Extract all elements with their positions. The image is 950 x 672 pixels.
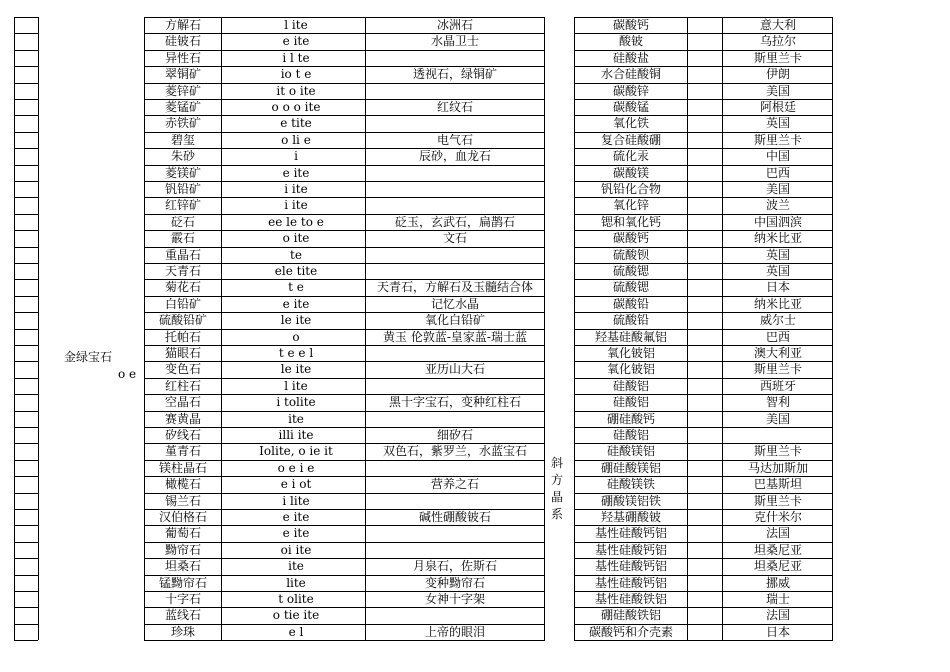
english-name: e ite xyxy=(282,526,310,541)
origin: 斯里兰卡 xyxy=(753,493,802,508)
side-note-chinese: 金绿宝石 xyxy=(64,350,113,364)
mineral-name: 蓝线石 xyxy=(164,608,201,623)
composition: 硅酸镁铁 xyxy=(606,477,655,492)
grid-line xyxy=(14,394,38,395)
composition: 硼硅酸铁铝 xyxy=(600,608,661,623)
grid-line xyxy=(14,542,38,543)
origin: 美国 xyxy=(765,182,790,196)
grid-line xyxy=(14,181,38,182)
grid-line xyxy=(14,247,38,248)
grid-line xyxy=(14,115,38,116)
origin: 中国泗滨 xyxy=(753,214,802,229)
grid-line xyxy=(14,493,38,494)
mineral-name: 猫眼石 xyxy=(164,346,201,360)
side-note-english: o e xyxy=(118,367,137,381)
mineral-name: 锡兰石 xyxy=(164,493,201,508)
origin: 瑞士 xyxy=(765,592,790,606)
english-name: te xyxy=(290,247,302,262)
origin: 挪威 xyxy=(765,575,790,590)
mineral-name: 硫酸铅矿 xyxy=(158,313,207,328)
grid-line xyxy=(14,165,38,166)
mineral-name: 硅铍石 xyxy=(164,34,201,49)
grid-line xyxy=(14,197,38,198)
english-name: le ite xyxy=(280,362,312,377)
origin: 克什米尔 xyxy=(753,510,802,524)
alias-name: 氧化白铅矿 xyxy=(424,313,485,328)
grid-line xyxy=(14,132,38,133)
alias-name: 透视石，绿铜矿 xyxy=(412,67,497,82)
composition: 基性硅酸铁铝 xyxy=(594,592,667,606)
composition: 基性硅酸钙铝 xyxy=(594,559,667,574)
english-name: i tolite xyxy=(276,395,316,410)
english-name: o xyxy=(292,329,300,344)
origin: 日本 xyxy=(765,624,790,639)
grid-line xyxy=(14,329,38,330)
composition: 复合硅酸硼 xyxy=(600,132,661,147)
mineral-name: 变色石 xyxy=(164,362,201,377)
english-name: io t e xyxy=(280,67,312,82)
composition: 酸铍 xyxy=(618,34,643,49)
english-name: i xyxy=(294,149,298,164)
origin: 巴西 xyxy=(765,165,790,180)
origin: 斯里兰卡 xyxy=(753,362,802,377)
mineral-name: 橄榄石 xyxy=(164,477,201,492)
english-name: Iolite, o ie it xyxy=(259,444,333,459)
alias-name: 月泉石，佐斯石 xyxy=(412,559,497,574)
grid-line xyxy=(14,214,38,215)
composition: 羟基硼酸铍 xyxy=(600,510,661,524)
grid-line xyxy=(14,312,38,313)
composition: 氧化铍铝 xyxy=(606,362,655,377)
origin: 斯里兰卡 xyxy=(753,132,802,147)
alias-name: 营养之石 xyxy=(430,477,479,492)
grid-line xyxy=(574,640,833,641)
mineral-name: 葡萄石 xyxy=(164,526,201,541)
mineral-name: 白铅矿 xyxy=(164,296,201,311)
alias-name: 文石 xyxy=(442,231,467,246)
grid-line xyxy=(14,263,38,264)
grid-line xyxy=(14,230,38,231)
english-name: i l te xyxy=(282,50,310,65)
origin: 美国 xyxy=(765,411,790,426)
mineral-name: 砭石 xyxy=(170,214,195,229)
origin: 美国 xyxy=(765,83,790,98)
composition: 硫化汞 xyxy=(612,149,649,164)
mineral-name: 菊花石 xyxy=(164,280,201,295)
english-name: it o ite xyxy=(276,83,316,98)
english-name: ele tite xyxy=(274,264,318,278)
grid-line xyxy=(14,624,38,625)
mineral-name: 菱锰矿 xyxy=(164,100,201,114)
english-name: o tie ite xyxy=(272,608,320,623)
alias-name: 变种黝帘石 xyxy=(424,575,485,590)
origin: 坦桑尼亚 xyxy=(753,542,802,557)
origin: 阿根廷 xyxy=(759,100,796,114)
composition: 碳酸钙和介壳素 xyxy=(588,624,673,639)
composition: 碳酸锰 xyxy=(612,100,649,114)
grid-line xyxy=(14,345,38,346)
grid-line xyxy=(14,148,38,149)
english-name: e i ot xyxy=(280,477,312,492)
grid-line xyxy=(14,575,38,576)
composition: 水合硅酸铜 xyxy=(600,67,661,82)
composition: 羟基硅酸氟铝 xyxy=(594,329,667,344)
english-name: e tite xyxy=(280,116,312,131)
grid-line xyxy=(144,640,545,641)
mineral-name: 碧玺 xyxy=(170,132,195,147)
grid-line xyxy=(14,525,38,526)
composition: 碳酸锌 xyxy=(612,83,649,98)
origin: 英国 xyxy=(765,116,790,131)
origin: 西班牙 xyxy=(759,378,796,393)
grid-line xyxy=(14,443,38,444)
alias-name: 记忆水晶 xyxy=(430,296,479,311)
composition: 硼硅酸钙 xyxy=(606,411,655,426)
english-name: i ite xyxy=(284,182,308,196)
composition: 硅酸铝 xyxy=(612,378,649,393)
origin: 斯里兰卡 xyxy=(753,444,802,459)
english-name: t e e l xyxy=(278,346,314,360)
alias-name: 电气石 xyxy=(436,132,473,147)
mineral-name: 方解石 xyxy=(164,18,201,32)
composition: 氧化铁 xyxy=(612,116,649,131)
alias-name: 冰洲石 xyxy=(436,18,473,32)
composition: 硅酸镁铝 xyxy=(606,444,655,459)
english-name: illi ite xyxy=(278,428,314,442)
mineral-name: 汉伯格石 xyxy=(158,510,207,524)
alias-name: 上帝的眼泪 xyxy=(424,624,485,639)
english-name: ee le to e xyxy=(268,214,324,229)
english-name: o e i e xyxy=(277,460,315,475)
origin: 法国 xyxy=(765,608,790,623)
mineral-name: 红锌矿 xyxy=(164,198,201,213)
origin: 伊朗 xyxy=(765,67,790,82)
mineral-name: 堇青石 xyxy=(164,444,201,459)
english-name: o o o ite xyxy=(271,100,321,114)
composition: 硫酸钡 xyxy=(612,247,649,262)
english-name: e ite xyxy=(282,34,310,49)
mineral-name: 托帕石 xyxy=(164,329,201,344)
grid-line xyxy=(38,17,39,640)
alias-name: 天青石，方解石及玉髓结合体 xyxy=(376,280,533,295)
grid-line xyxy=(14,476,38,477)
origin: 波兰 xyxy=(765,198,790,213)
grid-line xyxy=(14,83,38,84)
composition: 碳酸钙 xyxy=(612,18,649,32)
grid-line xyxy=(14,411,38,412)
english-name: o ite xyxy=(282,231,310,246)
grid-line xyxy=(14,66,38,67)
mineral-name: 重晶石 xyxy=(164,247,201,262)
english-name: e l xyxy=(288,624,304,639)
grid-line xyxy=(14,427,38,428)
mineral-name: 菱锌矿 xyxy=(164,83,201,98)
origin: 斯里兰卡 xyxy=(753,50,802,65)
mineral-name: 珍珠 xyxy=(170,624,195,639)
grid-line xyxy=(14,99,38,100)
mineral-name: 菱镁矿 xyxy=(164,165,201,180)
composition: 硫酸锶 xyxy=(612,264,649,278)
composition: 硼酸镁铝铁 xyxy=(600,493,661,508)
mineral-name: 空晶石 xyxy=(164,395,201,410)
origin: 巴基斯坦 xyxy=(753,477,802,492)
alias-name: 黄玉 伦敦蓝-皇家蓝-瑞士蓝 xyxy=(383,329,527,344)
grid-line xyxy=(14,558,38,559)
mineral-name: 黝帘石 xyxy=(164,542,201,557)
composition: 碳酸镁 xyxy=(612,165,649,180)
english-name: e ite xyxy=(282,296,310,311)
alias-name: 女神十字架 xyxy=(424,592,485,606)
alias-name: 亚历山大石 xyxy=(424,362,485,377)
grid-line xyxy=(14,50,38,51)
grid-line xyxy=(14,361,38,362)
origin: 澳大利亚 xyxy=(753,346,802,360)
english-name: l ite xyxy=(284,18,308,32)
english-name: le ite xyxy=(280,313,312,328)
grid-line xyxy=(14,279,38,280)
mineral-name: 朱砂 xyxy=(170,149,195,164)
crystal-system-label: 斜方晶系 xyxy=(551,456,564,521)
composition: 碳酸铅 xyxy=(612,296,649,311)
english-name: e ite xyxy=(282,165,310,180)
mineral-name: 十字石 xyxy=(164,592,201,606)
composition: 基性硅酸钙铝 xyxy=(594,526,667,541)
english-name: oi ite xyxy=(280,542,312,557)
composition: 氧化锌 xyxy=(612,198,649,213)
mineral-name: 镁柱晶石 xyxy=(158,460,207,475)
grid-line xyxy=(14,607,38,608)
origin: 英国 xyxy=(765,247,790,262)
origin: 纳米比亚 xyxy=(753,296,802,311)
alias-name: 砭玉，玄武石，扁鹊石 xyxy=(394,214,515,229)
origin: 智利 xyxy=(765,395,790,410)
composition: 硅酸铝 xyxy=(612,428,649,442)
composition: 氧化铍铝 xyxy=(606,346,655,360)
mineral-name: 钒铅矿 xyxy=(164,182,201,196)
grid-line xyxy=(14,17,38,18)
origin: 意大利 xyxy=(759,18,796,32)
origin: 坦桑尼亚 xyxy=(753,559,802,574)
composition: 锶和氧化钙 xyxy=(600,214,661,229)
grid-line xyxy=(14,640,38,641)
mineral-name: 赛黄晶 xyxy=(164,411,201,426)
origin: 日本 xyxy=(765,280,790,295)
composition: 基性硅酸钙铝 xyxy=(594,575,667,590)
english-name: l ite xyxy=(284,378,308,393)
alias-name: 黑十字宝石，变种红柱石 xyxy=(388,395,521,410)
grid-line xyxy=(14,33,38,34)
origin: 乌拉尔 xyxy=(759,34,796,49)
composition: 基性硅酸钙铝 xyxy=(594,542,667,557)
grid-line xyxy=(14,509,38,510)
grid-line xyxy=(14,296,38,297)
english-name: i ite xyxy=(284,198,308,213)
english-name: t e xyxy=(288,280,304,295)
composition: 硅酸铝 xyxy=(612,395,649,410)
origin: 法国 xyxy=(765,526,790,541)
mineral-name: 坦桑石 xyxy=(164,559,201,574)
alias-name: 双色石，紫罗兰，水蓝宝石 xyxy=(382,444,527,459)
english-name: o li e xyxy=(281,132,311,147)
alias-name: 红纹石 xyxy=(436,100,473,114)
mineral-name: 霰石 xyxy=(170,231,195,246)
mineral-name: 矽线石 xyxy=(164,428,201,442)
origin: 中国 xyxy=(765,149,790,164)
grid-line xyxy=(14,460,38,461)
english-name: i lite xyxy=(282,493,310,508)
alias-name: 碱性硼酸铍石 xyxy=(418,510,491,524)
composition: 钒铅化合物 xyxy=(600,182,661,196)
mineral-name: 红柱石 xyxy=(164,378,201,393)
mineral-name: 锰黝帘石 xyxy=(158,575,207,590)
mineral-name: 赤铁矿 xyxy=(164,116,201,131)
composition: 碳酸钙 xyxy=(612,231,649,246)
origin: 巴西 xyxy=(765,329,790,344)
composition: 硅酸盐 xyxy=(612,50,649,65)
alias-name: 辰砂，血龙石 xyxy=(418,149,491,164)
composition: 硼硅酸镁铝 xyxy=(600,460,661,475)
english-name: ite xyxy=(288,411,304,426)
grid-line xyxy=(14,591,38,592)
grid-line xyxy=(14,378,38,379)
english-name: e ite xyxy=(282,510,310,524)
mineral-name: 异性石 xyxy=(164,50,201,65)
alias-name: 水晶卫士 xyxy=(430,34,479,49)
english-name: ite xyxy=(288,559,304,574)
origin: 英国 xyxy=(765,264,790,278)
origin: 纳米比亚 xyxy=(753,231,802,246)
english-name: lite xyxy=(286,575,306,590)
composition: 硫酸铅 xyxy=(612,313,649,328)
english-name: t olite xyxy=(278,592,314,606)
mineral-name: 天青石 xyxy=(164,264,201,278)
origin: 马达加斯加 xyxy=(747,460,808,475)
alias-name: 细矽石 xyxy=(436,428,473,442)
origin: 威尔士 xyxy=(759,313,796,328)
mineral-name: 翠铜矿 xyxy=(164,67,201,82)
composition: 硫酸锶 xyxy=(612,280,649,295)
